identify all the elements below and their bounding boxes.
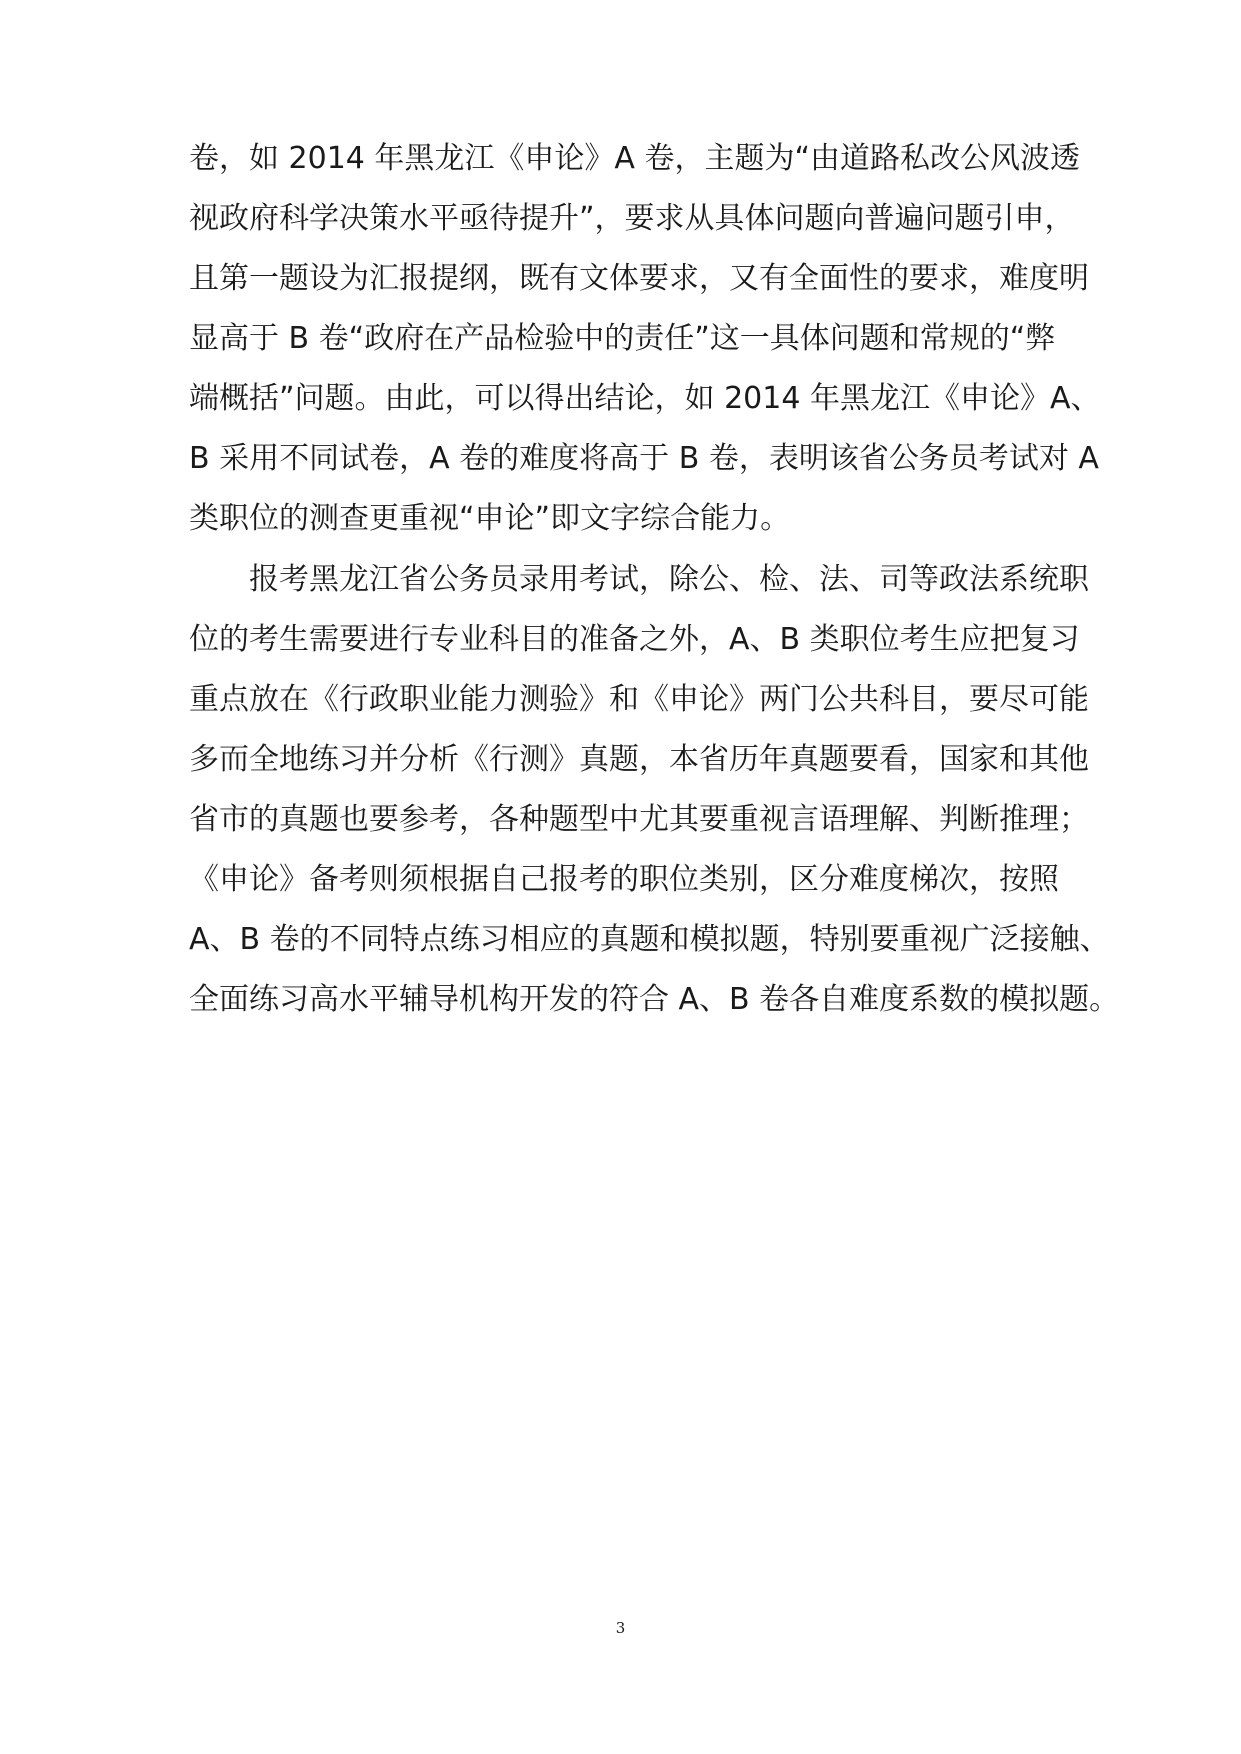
page-number: 3 — [615, 1619, 626, 1637]
text-line: 位的考生需要进行专业科目的准备之外，A、B 类职位考生应把复习 — [189, 622, 1080, 657]
text-line: 全面练习高水平辅导机构开发的符合 A、B 卷各自难度系数的模拟题。 — [189, 982, 1120, 1017]
text-line: 报考黑龙江省公务员录用考试，除公、检、法、司等政法系统职 — [249, 562, 1089, 597]
text-line: 省市的真题也要参考，各种题型中尤其要重视言语理解、判断推理； — [189, 802, 1089, 837]
text-line: 端概括”问题。由此，可以得出结论，如 2014 年黑龙江《申论》A、 — [189, 381, 1101, 416]
text-line: 类职位的测查更重视“申论”即文字综合能力。 — [189, 501, 791, 536]
text-line: B 采用不同试卷，A 卷的难度将高于 B 卷，表明该省公务员考试对 A — [189, 441, 1099, 476]
text-line: 且第一题设为汇报提纲，既有文体要求，又有全面性的要求，难度明 — [189, 261, 1089, 296]
text-line: 《申论》备考则须根据自己报考的职位类别，区分难度梯次，按照 — [189, 862, 1059, 897]
text-line: 视政府科学决策水平亟待提升”，要求从具体问题向普遍问题引申， — [189, 201, 1075, 236]
text-line: 多而全地练习并分析《行测》真题，本省历年真题要看，国家和其他 — [189, 742, 1089, 777]
text-line: 卷，如 2014 年黑龙江《申论》A 卷，主题为“由道路私改公风波透 — [189, 141, 1081, 176]
text-line: A、B 卷的不同特点练习相应的真题和模拟题，特别要重视广泛接触、 — [189, 922, 1110, 957]
text-line: 重点放在《行政职业能力测验》和《申论》两门公共科目，要尽可能 — [189, 682, 1089, 717]
text-line: 显高于 B 卷“政府在产品检验中的责任”这一具体问题和常规的“弊 — [189, 321, 1056, 356]
